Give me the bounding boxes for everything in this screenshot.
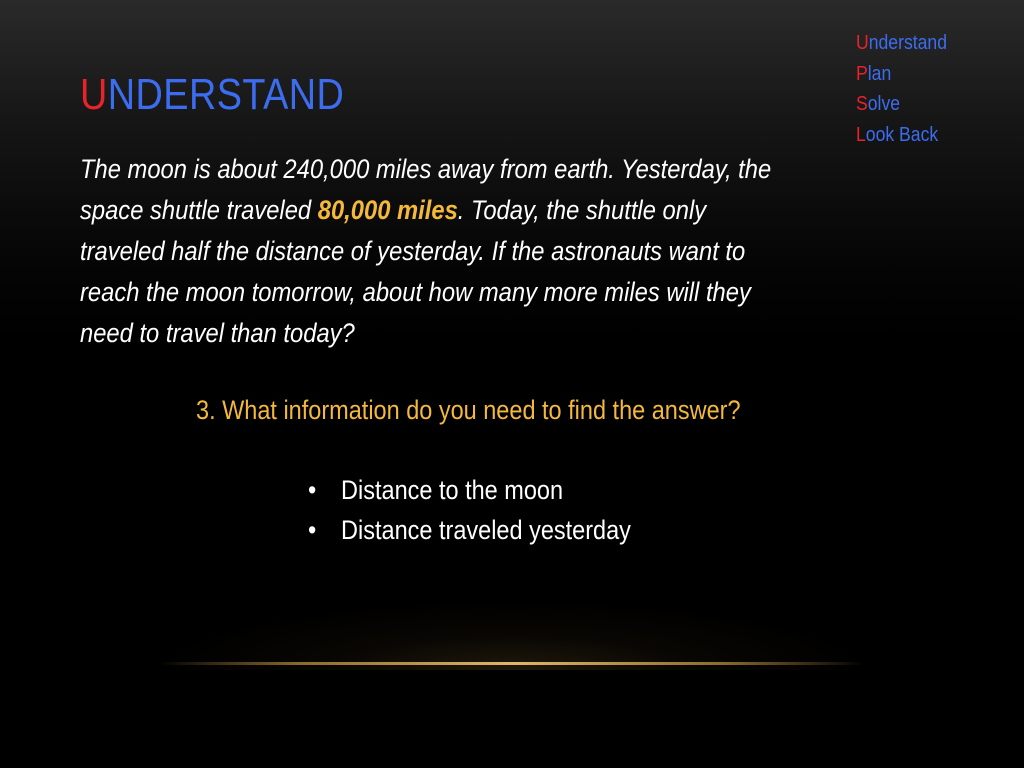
bullet-icon: • [308, 475, 317, 505]
problem-line-3: traveled half the distance of yesterday. If the astronauts want to [80, 236, 746, 266]
problem-line-1: The moon is about 240,000 miles away from earth. Yesterday, the [80, 154, 772, 184]
problem-line-2 [80, 190, 925, 231]
word-problem [80, 149, 925, 354]
upsl-item-initial: P [856, 62, 868, 85]
list-item [308, 510, 631, 550]
problem-line-2-start: space shuttle traveled [80, 195, 318, 225]
problem-line-5: need to travel than today? [80, 318, 355, 348]
upsl-item-plan [856, 59, 947, 90]
problem-line-2-end: . Today, the shuttle only [457, 195, 707, 225]
upsl-item-initial: U [856, 32, 869, 54]
upsl-item-rest: olve [867, 93, 901, 115]
list-item [308, 470, 631, 510]
answer-bullet-list [308, 470, 631, 550]
bullet-text: Distance to the moon [341, 475, 564, 505]
problem-line-4: reach the moon tomorrow, about how many more miles will they [80, 277, 751, 307]
upsl-item-understand [856, 28, 947, 59]
bullet-icon: • [308, 515, 317, 545]
title-rest: NDERSTAND [107, 70, 345, 119]
upsl-item-rest: lan [867, 62, 892, 85]
upsl-item-initial: L [856, 123, 866, 146]
upsl-item-look-back [856, 120, 947, 151]
upsl-item-rest: nderstand [868, 32, 948, 54]
title-initial: U [80, 70, 108, 119]
slide-title [80, 70, 344, 120]
bottom-glow [150, 600, 874, 670]
bullet-text: Distance traveled yesterday [341, 515, 631, 545]
gold-divider-line [160, 662, 864, 665]
upsl-item-solve [856, 89, 947, 120]
upsl-item-initial: S [856, 93, 868, 115]
upsl-menu [856, 28, 947, 150]
question-prompt: 3. What information do you need to find the answer? [196, 395, 741, 425]
upsl-item-rest: ook Back [865, 123, 939, 146]
highlighted-distance: 80,000 miles [317, 195, 458, 225]
